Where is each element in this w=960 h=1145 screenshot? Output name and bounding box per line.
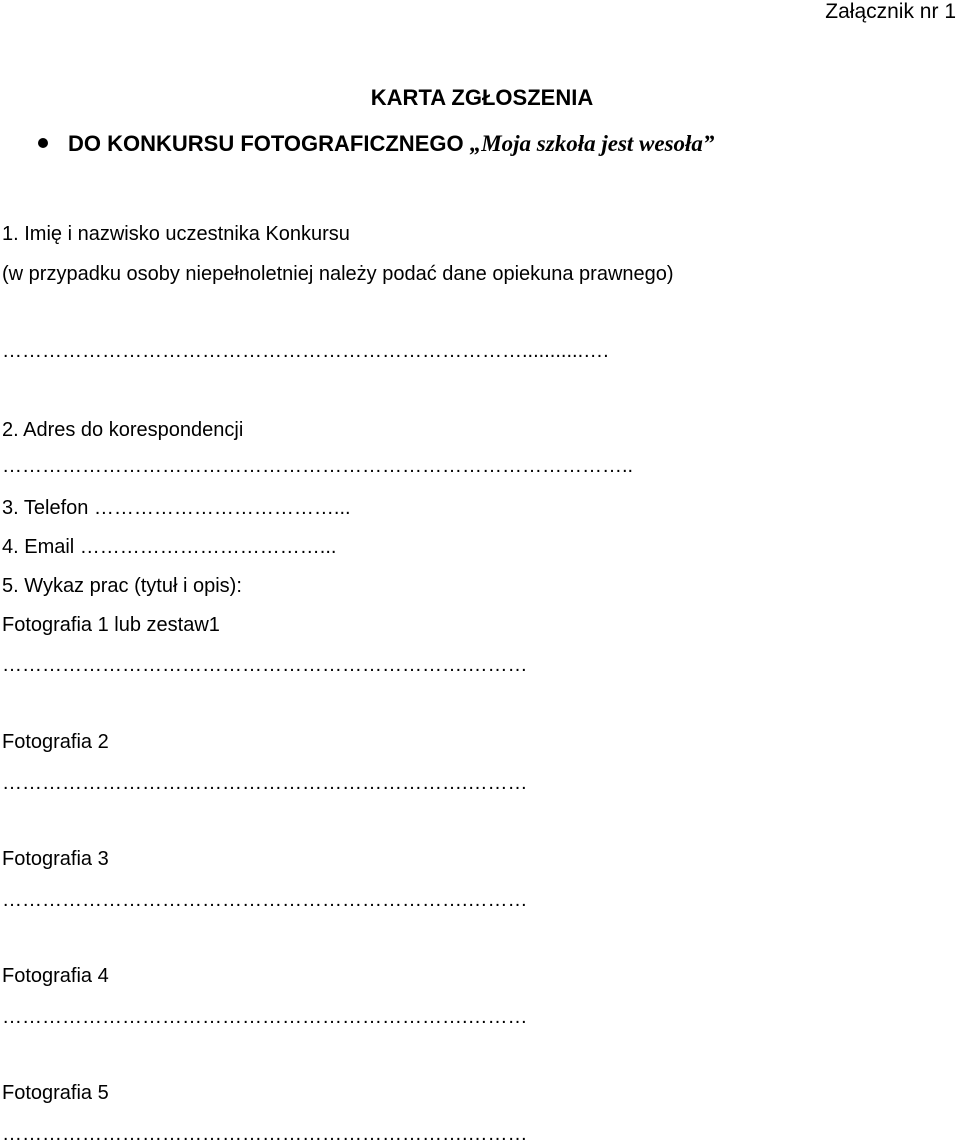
bullet-icon — [38, 138, 48, 148]
subtitle-contest: DO KONKURSU FOTOGRAFICZNEGO — [68, 131, 464, 156]
photo-4-field[interactable]: …………………………………………………………….……… — [2, 1006, 528, 1028]
photo-5-field[interactable]: …………………………………………………………….……… — [2, 1123, 528, 1145]
annex-label: Załącznik nr 1 — [825, 0, 956, 23]
form-title: KARTA ZGŁOSZENIA — [370, 85, 594, 110]
photo-1-label: Fotografia 1 lub zestaw1 — [2, 614, 220, 636]
photo-2-label: Fotografia 2 — [2, 731, 109, 753]
photo-4-label: Fotografia 4 — [2, 965, 109, 987]
subtitle-theme: „Moja szkoła jest wesoła” — [469, 131, 715, 156]
works-label: 5. Wykaz prac (tytuł i opis): — [2, 575, 242, 597]
phone-field[interactable]: 3. Telefon ………………………………... — [2, 497, 351, 519]
name-label: 1. Imię i nazwisko uczestnika Konkursu — [2, 223, 350, 245]
name-field[interactable]: ……………………………………………………………………...........…. — [2, 340, 609, 362]
address-label: 2. Adres do korespondencji — [2, 419, 244, 441]
photo-1-field[interactable]: …………………………………………………………….……… — [2, 654, 528, 676]
name-note: (w przypadku osoby niepełnoletniej należy podać dane opiekuna prawnego) — [2, 263, 674, 285]
address-field[interactable]: ………………………………………………………………………………….. — [2, 455, 634, 477]
photo-3-label: Fotografia 3 — [2, 848, 109, 870]
email-field[interactable]: 4. Email ………………………………... — [2, 536, 337, 558]
form-subtitle — [38, 131, 714, 157]
photo-2-field[interactable]: …………………………………………………………….……… — [2, 772, 528, 794]
photo-5-label: Fotografia 5 — [2, 1082, 109, 1104]
photo-3-field[interactable]: …………………………………………………………….……… — [2, 889, 528, 911]
